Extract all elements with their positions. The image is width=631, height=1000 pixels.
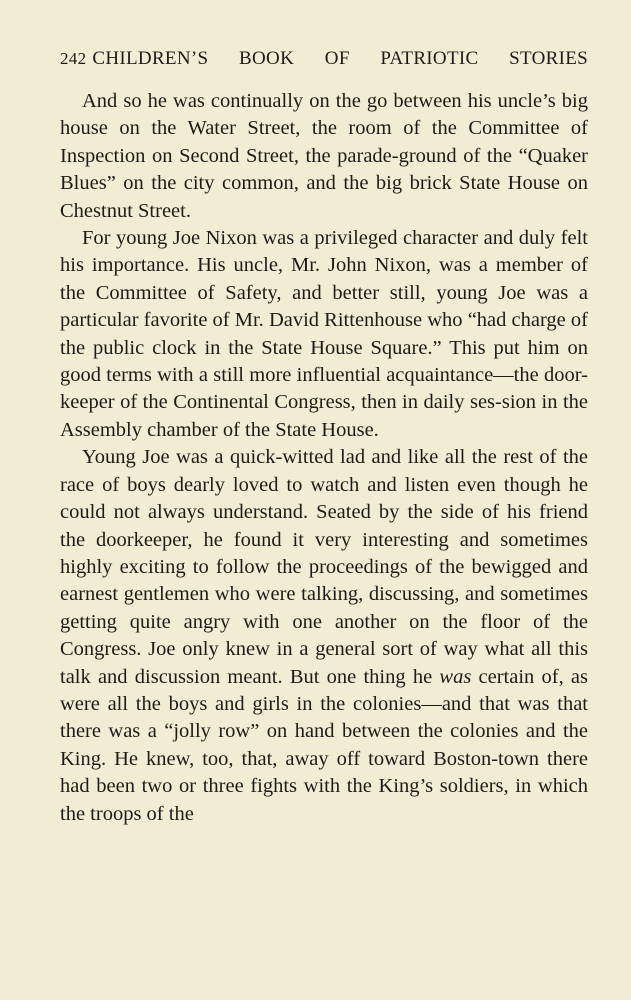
paragraph-3-italic-word: was [439, 665, 472, 688]
book-page [60, 48, 588, 828]
paragraph-3-text-start: Young Joe was a quick-witted lad and like all the rest of the race of boys dearly loved to watch and listen even though he could not always understand. Seated by the side of his friend the doorkeeper, he found it very interesting and sometimes highly exciting to follow the proceedings of the bewigged and earnest gentlemen who were talking, discussing, and sometimes getting quite angry with one another on the floor of the Congress. Joe only knew in a general sort of way what all this talk and discussion meant. But one thing he [60, 446, 588, 688]
paragraph-2: For young Joe Nixon was a privileged character and duly felt his importance. His uncle, Mr. John Nixon, was a member of the Committee of Safety, and better still, young Joe was a particular favorite of Mr. David Rittenhouse who “had charge of the public clock in the State House Square.” This put him on good terms with a still more influential acquaintance—the door-keeper of the Continental Congress, then in daily ses-sion in the Assembly chamber of the State House. [60, 227, 588, 441]
paragraph-3 [60, 444, 588, 828]
paragraph-3-text-end: certain of, as were all the boys and girls in the colonies—and that was that there was a “jolly row” on hand between the colonies and the King. He knew, too, that, away off toward Boston-town there had been two or three fights with the King’s soldiers, in which the troops of the [60, 665, 588, 825]
paragraph-1: And so he was continually on the go between his uncle’s big house on the Water Street, the room of the Committee of Inspection on Second Street, the parade-ground of the “Quaker Blues” on the city common, and the big brick State House on Chestnut Street. [60, 90, 588, 222]
running-head: CHILDREN’S BOOK OF PATRIOTIC STORIES [92, 48, 588, 69]
page-number: 242 [60, 49, 87, 68]
page-header [60, 48, 588, 70]
